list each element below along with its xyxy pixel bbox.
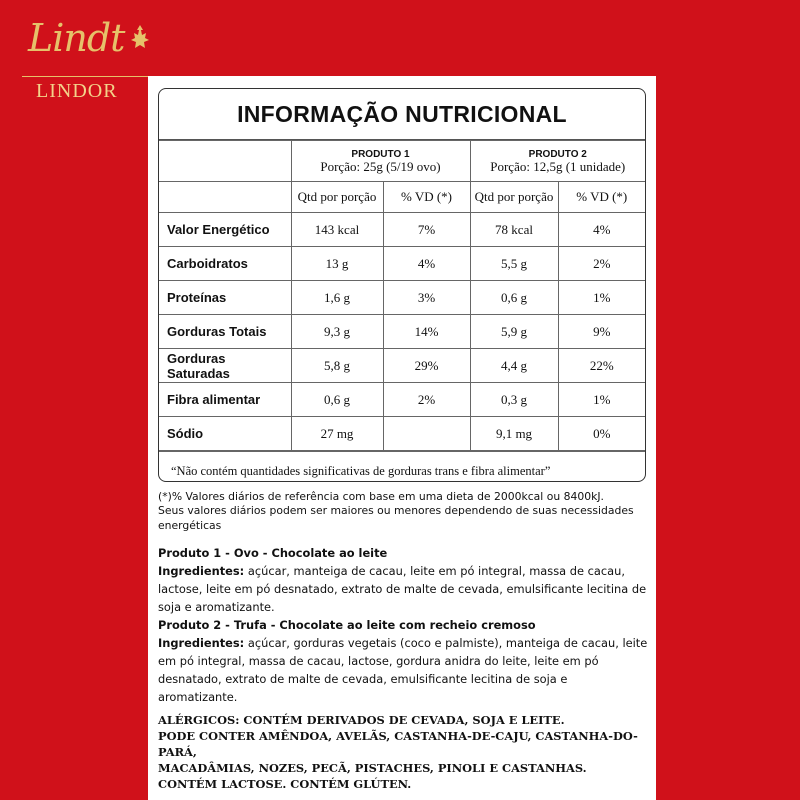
table-row — [159, 315, 645, 349]
table-row — [159, 213, 645, 247]
product-1-header — [291, 141, 470, 182]
p2-qty: 0,6 g — [470, 281, 558, 315]
p1-vd: 3% — [383, 281, 470, 315]
allergen-line: MACADÂMIAS, NOZES, PECÃ, PISTACHES, PINOLI E CASTANHAS. — [158, 761, 587, 775]
p1-vd: 29% — [383, 349, 470, 383]
p2-vd: 1% — [558, 281, 645, 315]
p2-vd: 0% — [558, 417, 645, 451]
product-1-heading: Produto 1 - Ovo - Chocolate ao leite — [158, 546, 388, 560]
brand-line: LINDOR — [36, 80, 118, 102]
p1-vd: 14% — [383, 315, 470, 349]
table-title: INFORMAÇÃO NUTRICIONAL — [159, 89, 645, 140]
logo-divider — [22, 76, 150, 77]
table-row — [159, 383, 645, 417]
allergen-line: ALÉRGICOS: CONTÉM DERIVADOS DE CEVADA, SOJA E LEITE. — [158, 713, 565, 727]
table-row — [159, 349, 645, 383]
brand-logo — [22, 16, 152, 102]
p1-qty: 9,3 g — [291, 315, 383, 349]
ingredients-label: Ingredientes: — [158, 564, 245, 578]
p2-qty-header: Qtd por porção — [470, 182, 558, 213]
crest-icon — [130, 24, 150, 50]
p2-vd-header: % VD (*) — [558, 182, 645, 213]
p2-vd: 9% — [558, 315, 645, 349]
p1-vd-header: % VD (*) — [383, 182, 470, 213]
p1-qty: 1,6 g — [291, 281, 383, 315]
product-2-heading: Produto 2 - Trufa - Chocolate ao leite com recheio cremoso — [158, 618, 536, 632]
p1-vd: 2% — [383, 383, 470, 417]
empty-header-cell — [159, 141, 291, 182]
row-label: Gorduras Saturadas — [159, 349, 291, 383]
product-2-header — [470, 141, 645, 182]
p2-qty: 0,3 g — [470, 383, 558, 417]
nutrition-table — [158, 88, 646, 482]
table-footnote: “Não contém quantidades significativas de gorduras trans e fibra alimentar” — [159, 451, 645, 482]
row-label: Fibra alimentar — [159, 383, 291, 417]
empty-subheader-cell — [159, 182, 291, 213]
column-header-row — [159, 182, 645, 213]
row-label: Valor Energético — [159, 213, 291, 247]
p2-vd: 1% — [558, 383, 645, 417]
p2-vd: 22% — [558, 349, 645, 383]
ingredients-label: Ingredientes: — [158, 636, 245, 650]
p1-qty: 143 kcal — [291, 213, 383, 247]
table-row — [159, 417, 645, 451]
vd-notes — [158, 490, 644, 533]
p1-qty: 0,6 g — [291, 383, 383, 417]
product-1-name: PRODUTO 1 — [351, 149, 410, 160]
ingredients-section — [158, 544, 648, 706]
p2-qty: 4,4 g — [470, 349, 558, 383]
row-label: Carboidratos — [159, 247, 291, 281]
table-row — [159, 247, 645, 281]
product-1-ingredients — [158, 562, 648, 616]
row-label: Proteínas — [159, 281, 291, 315]
p2-qty: 78 kcal — [470, 213, 558, 247]
product-2-name: PRODUTO 2 — [528, 149, 587, 160]
p2-vd: 2% — [558, 247, 645, 281]
allergen-line: CONTÉM LACTOSE. CONTÉM GLÚTEN. — [158, 777, 412, 791]
row-label: Sódio — [159, 417, 291, 451]
product-2-portion: Porção: 12,5g (1 unidade) — [490, 159, 626, 174]
ingredients-text: açúcar, gorduras vegetais (coco e palmiste), manteiga de cacau, leite em pó integral, massa de cacau, lactose, gordura anidra do leite, leite em pó desnatado, extrato de malte de cevada, emulsificante lecitina de soja e aromatizante. — [158, 636, 648, 704]
p1-vd — [383, 417, 470, 451]
p1-qty-header: Qtd por porção — [291, 182, 383, 213]
product-header-row — [159, 141, 645, 182]
allergens-block — [158, 712, 648, 792]
p1-qty: 5,8 g — [291, 349, 383, 383]
nutrition-panel — [148, 76, 656, 800]
allergen-line: PODE CONTER AMÊNDOA, AVELÃS, CASTANHA-DE-CAJU, CASTANHA-DO-PARÁ, — [158, 729, 638, 759]
row-label: Gorduras Totais — [159, 315, 291, 349]
p1-vd: 7% — [383, 213, 470, 247]
p2-qty: 9,1 mg — [470, 417, 558, 451]
vd-note-line: Seus valores diários podem ser maiores ou menores dependendo de suas necessidades energéticas — [158, 504, 634, 532]
nutrition-grid — [159, 140, 645, 451]
p2-vd: 4% — [558, 213, 645, 247]
brand-script-logo: Lindt — [28, 16, 125, 60]
vd-note-line: (*)% Valores diários de referência com base em uma dieta de 2000kcal ou 8400kJ. — [158, 490, 604, 503]
product-2-ingredients — [158, 634, 648, 706]
p2-qty: 5,5 g — [470, 247, 558, 281]
p1-qty: 13 g — [291, 247, 383, 281]
ingredients-text: açúcar, manteiga de cacau, leite em pó integral, massa de cacau, lactose, leite em pó desnatado, extrato de malte de cevada, emulsificante lecitina de soja e aromatizante. — [158, 564, 647, 614]
product-1-portion: Porção: 25g (5/19 ovo) — [320, 159, 441, 174]
p1-qty: 27 mg — [291, 417, 383, 451]
table-row — [159, 281, 645, 315]
p2-qty: 5,9 g — [470, 315, 558, 349]
p1-vd: 4% — [383, 247, 470, 281]
